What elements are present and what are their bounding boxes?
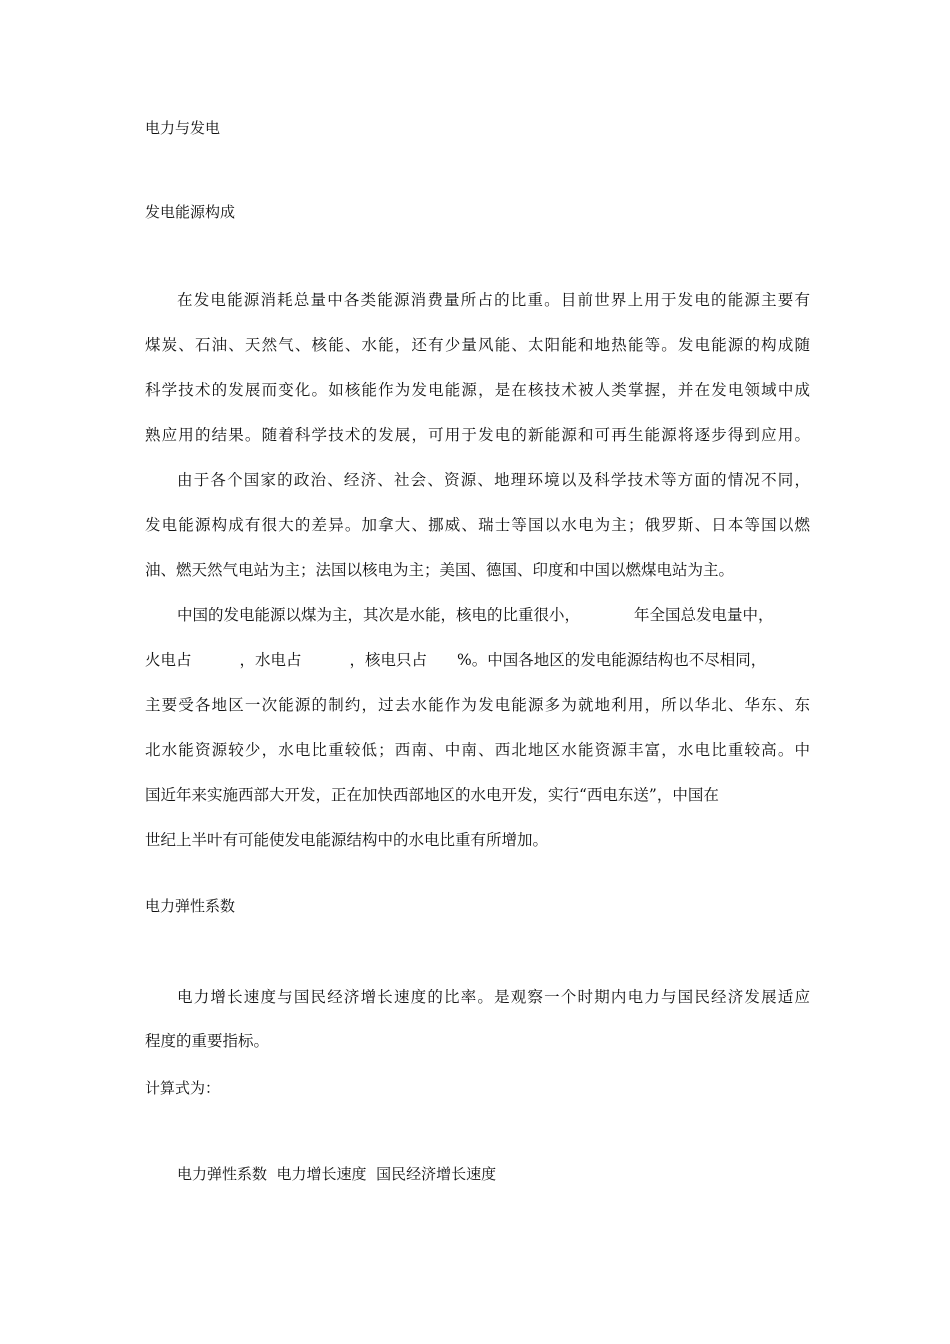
paragraph-line: 电力增长速度与国民经济增长速度的比率。是观察一个时期内电力与国民经济发展适应 bbox=[177, 988, 810, 1006]
text-segment: ，核电只占 bbox=[349, 651, 428, 669]
paragraph-line: 程度的重要指标。 bbox=[145, 1032, 270, 1050]
paragraph-line bbox=[177, 605, 774, 625]
document-title: 电力与发电 bbox=[145, 119, 221, 137]
text-segment: ，水电占 bbox=[239, 651, 302, 669]
section-heading: 电力弹性系数 bbox=[145, 897, 236, 915]
paragraph-line: 国近年来实施西部大开发，正在加快西部地区的水电开发，实行“西电东送”，中国在 bbox=[145, 786, 719, 804]
paragraph-line: 发电能源构成有很大的差异。加拿大、挪威、瑞士等国以水电为主；俄罗斯、日本等国以燃 bbox=[145, 516, 810, 534]
text-segment: 中国的发电能源以煤为主，其次是水能，核电的比重很小， bbox=[177, 606, 581, 624]
paragraph-line: 科学技术的发展而变化。如核能作为发电能源，是在核技术被人类掌握，并在发电领域中成 bbox=[145, 381, 810, 399]
section-heading: 发电能源构成 bbox=[145, 203, 236, 221]
paragraph-line bbox=[145, 650, 766, 670]
formula-text: 电力弹性系数 电力增长速度 国民经济增长速度 bbox=[177, 1165, 497, 1183]
formula-label: 计算式为： bbox=[145, 1079, 221, 1097]
text-segment: 年全国总发电量中， bbox=[634, 606, 774, 624]
paragraph-line: 煤炭、石油、天然气、核能、水能，还有少量风能、太阳能和地热能等。发电能源的构成随 bbox=[145, 336, 810, 354]
paragraph-line: 北水能资源较少，水电比重较低；西南、中南、西北地区水能资源丰富，水电比重较高。中 bbox=[145, 741, 810, 759]
paragraph-line: 主要受各地区一次能源的制约，过去水能作为发电能源多为就地利用，所以华北、华东、东 bbox=[145, 696, 810, 714]
paragraph-line: 由于各个国家的政治、经济、社会、资源、地理环境以及科学技术等方面的情况不同， bbox=[177, 471, 810, 489]
text-segment: %。中国各地区的发电能源结构也不尽相同， bbox=[457, 651, 767, 669]
paragraph-line: 熟应用的结果。随着科学技术的发展，可用于发电的新能源和可再生能源将逐步得到应用。 bbox=[145, 426, 810, 444]
paragraph-line: 世纪上半叶有可能使发电能源结构中的水电比重有所增加。 bbox=[145, 831, 549, 849]
paragraph-line: 油、燃天然气电站为主；法国以核电为主；美国、德国、印度和中国以燃煤电站为主。 bbox=[145, 561, 735, 579]
paragraph-line: 在发电能源消耗总量中各类能源消费量所占的比重。目前世界上用于发电的能源主要有 bbox=[177, 291, 810, 309]
text-segment: 火电占 bbox=[145, 651, 192, 669]
